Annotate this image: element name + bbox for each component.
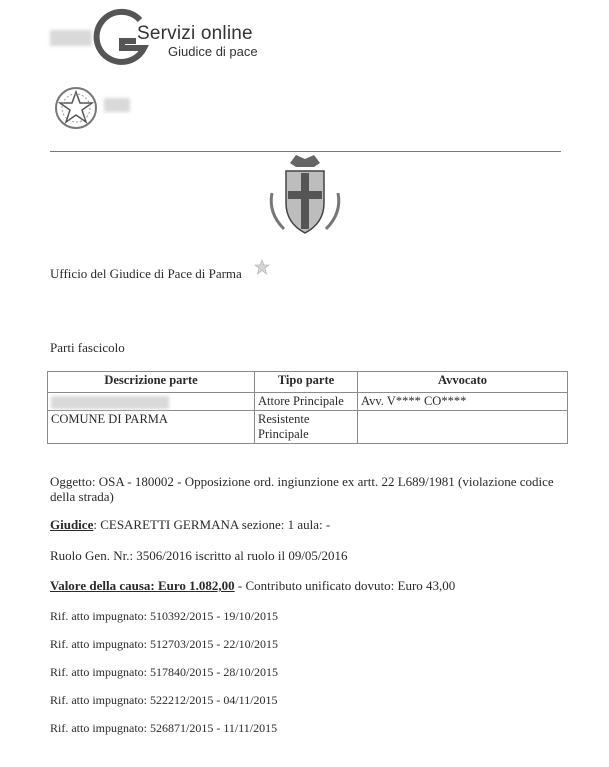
case-subject: Oggetto: OSA - 180002 - Opposizione ord. ingiunzione ex artt. 22 L689/1981 (violazione codice della strada) <box>50 474 554 504</box>
logo-subtitle: Giudice di pace <box>168 44 258 59</box>
rif-atto-item: Rif. atto impugnato: 522212/2015 - 04/11/2015 <box>50 693 278 707</box>
header-divider <box>50 151 561 152</box>
parts-section-title: Parti fascicolo <box>50 340 125 355</box>
rif-atto-item: Rif. atto impugnato: 510392/2015 - 19/10/2015 <box>50 609 278 623</box>
ruolo-line: Ruolo Gen. Nr.: 3506/2016 iscritto al ruolo il 09/05/2016 <box>50 548 348 563</box>
value-label: Valore della causa: Euro 1.082,00 <box>50 578 235 593</box>
rif-atto-item: Rif. atto impugnato: 526871/2015 - 11/11/2015 <box>50 721 278 735</box>
judge-line <box>50 517 330 533</box>
table-row <box>48 411 568 444</box>
office-name: Ufficio del Giudice di Pace di Parma <box>50 266 242 281</box>
cell-descrizione <box>48 393 255 411</box>
star-mark-icon <box>254 259 270 275</box>
parts-table <box>47 371 568 444</box>
rif-atto-item: Rif. atto impugnato: 517840/2015 - 28/10/2015 <box>50 665 278 679</box>
redacted-block <box>50 30 92 46</box>
table-header-row <box>48 372 568 393</box>
column-header: Descrizione parte <box>48 372 255 393</box>
cell-tipo: Resistente Principale <box>255 411 358 444</box>
redacted-block <box>104 98 130 112</box>
parma-coat-of-arms-icon <box>264 153 346 239</box>
column-header: Avvocato <box>358 372 568 393</box>
table-row <box>48 393 568 411</box>
republic-emblem-icon <box>52 84 100 132</box>
rif-atto-item: Rif. atto impugnato: 512703/2015 - 22/10/2015 <box>50 637 278 651</box>
cell-avvocato <box>358 411 568 444</box>
cell-descrizione: COMUNE DI PARMA <box>48 411 255 444</box>
column-header: Tipo parte <box>255 372 358 393</box>
logo-title: Servizi online <box>137 23 253 44</box>
redacted-block <box>51 396 169 409</box>
contributo-text: - Contributo unificato dovuto: Euro 43,00 <box>234 578 456 593</box>
cell-avvocato: Avv. V**** CO**** <box>358 393 568 411</box>
value-line <box>50 578 455 594</box>
cell-tipo: Attore Principale <box>255 393 358 411</box>
judge-value: : CESARETTI GERMANA sezione: 1 aula: - <box>93 517 331 532</box>
judge-label: Giudice <box>50 517 94 532</box>
